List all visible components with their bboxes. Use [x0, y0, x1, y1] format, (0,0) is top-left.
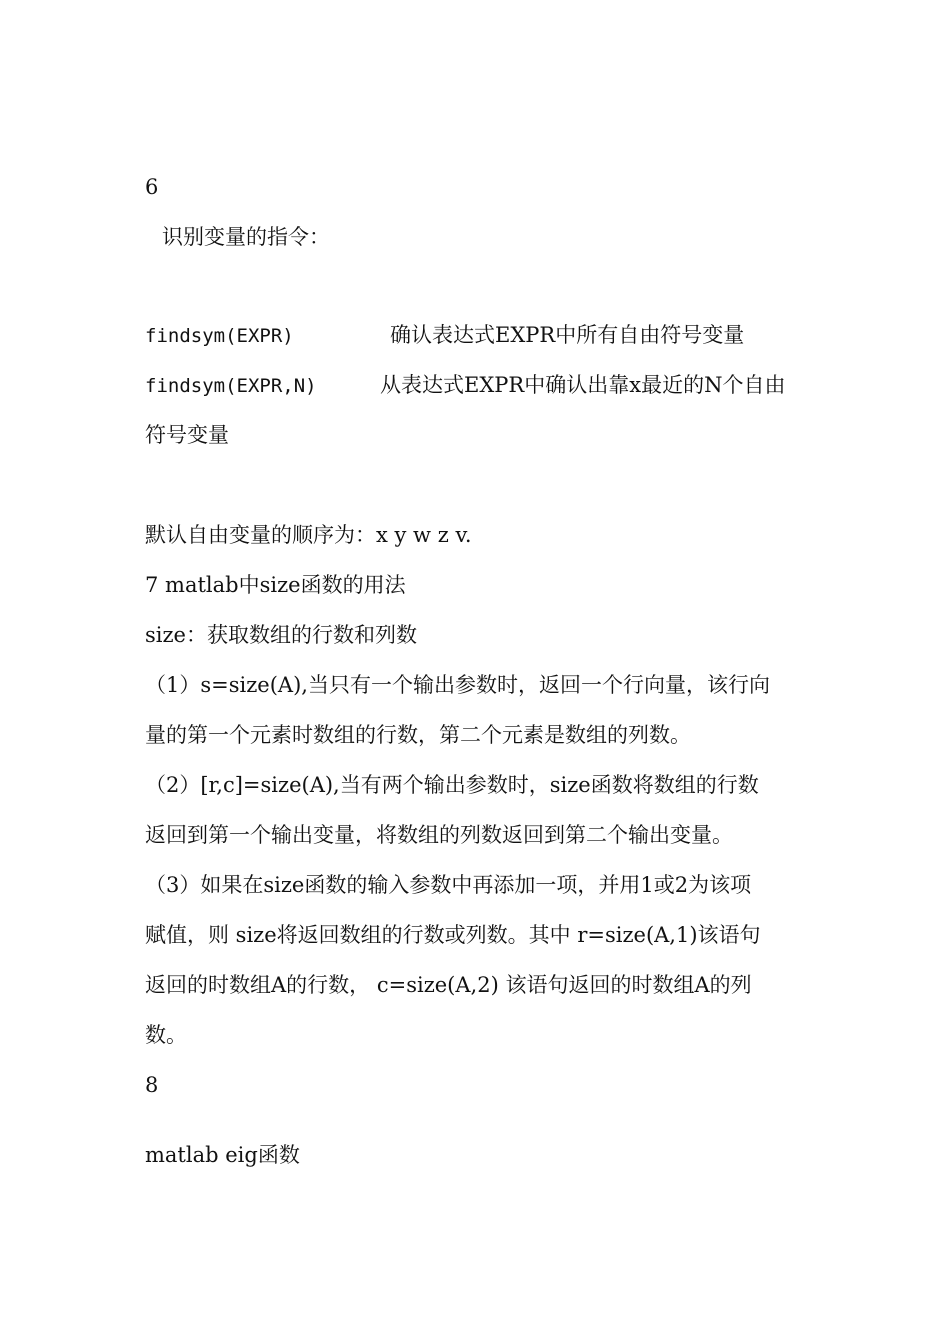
item-3-line-3: 返回的时数组A的行数， c=size(A,2) 该语句返回的时数组A的列	[145, 973, 752, 997]
command-code: findsym(EXPR,N)	[145, 375, 317, 397]
default-variable-order-note: 默认自由变量的顺序为：x y w z v.	[145, 523, 472, 547]
item-3-line-1: （3）如果在size函数的输入参数中再添加一项，并用1或2为该项	[145, 873, 752, 897]
section-8-title: matlab eig函数	[145, 1143, 300, 1167]
command-row-findsym-n	[145, 370, 810, 401]
command-code: findsym(EXPR)	[145, 325, 294, 347]
section-6-heading: 识别变量的指令：	[162, 225, 330, 249]
item-1-line-2: 量的第一个元素时数组的行数，第二个元素是数组的列数。	[145, 723, 691, 747]
command-description: 确认表达式EXPR中所有自由符号变量	[390, 323, 745, 347]
item-2-line-1: （2）[r,c]=size(A),当有两个输出参数时，size函数将数组的行数	[145, 773, 759, 797]
command-description: 从表达式EXPR中确认出靠x最近的N个自由	[380, 373, 786, 397]
section-7-intro: size：获取数组的行数和列数	[145, 623, 417, 647]
command-description-continued: 符号变量	[145, 423, 229, 447]
item-3-line-2: 赋值，则 size将返回数组的行数或列数。其中 r=size(A,1)该语句	[145, 923, 761, 947]
command-row-findsym	[145, 320, 810, 351]
item-1-line-1: （1）s=size(A),当只有一个输出参数时，返回一个行向量，该行向	[145, 673, 770, 697]
section-7-title: 7 matlab中size函数的用法	[145, 573, 406, 597]
section-6-number: 6	[145, 175, 159, 199]
item-2-line-2: 返回到第一个输出变量，将数组的列数返回到第二个输出变量。	[145, 823, 733, 847]
section-8-number: 8	[145, 1073, 159, 1097]
item-3-line-4: 数。	[145, 1023, 187, 1047]
